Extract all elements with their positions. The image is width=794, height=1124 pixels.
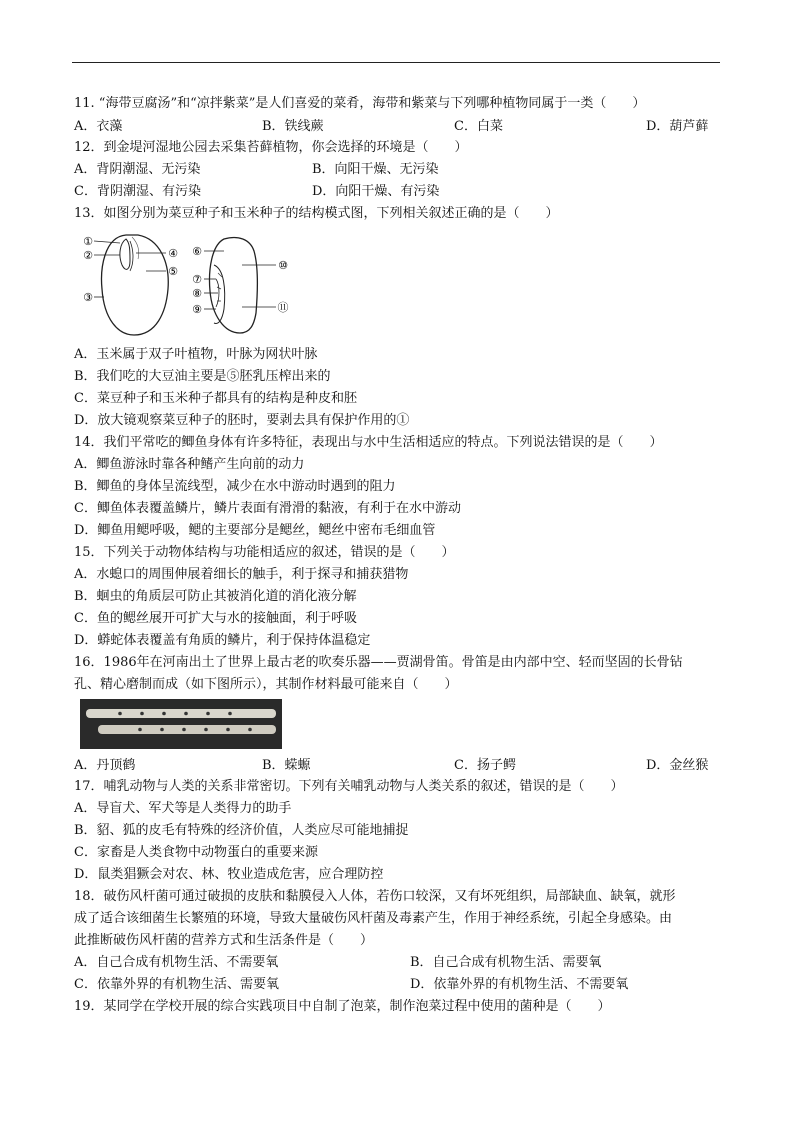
q16-stem-line1: 16．1986年在河南出土了世界上最古老的吹奏乐器——贾湖骨笛。骨笛是由内部中空、轻而坚固的长骨钻 [74,655,683,670]
label-6: ⑥ [192,245,202,258]
q11-stem: 11. “海带豆腐汤”和“凉拌紫菜”是人们喜爱的菜肴，海带和紫菜与下列哪种植物同属于一类（ ） [74,96,646,111]
q18-option-b: B．自己合成有机物生活、需要氧 [410,955,602,970]
q18-option-c: C．依靠外界的有机物生活、需要氧 [74,977,279,992]
q12-option-b: B．向阳干燥、无污染 [312,162,439,177]
q14-option-b: B．鲫鱼的身体呈流线型，减少在水中游动时遇到的阻力 [74,479,396,494]
q13-option-b: B．我们吃的大豆油主要是⑤胚乳压榨出来的 [74,369,331,384]
q19-stem: 19．某同学在学校开展的综合实践项目中自制了泡菜，制作泡菜过程中使用的菌种是（ ） [74,999,611,1014]
q16-option-b: B．蝾螈 [262,758,311,773]
label-3: ③ [83,291,93,304]
label-10: ⑩ [278,259,288,272]
q16-option-a: A．丹顶鹤 [74,758,136,773]
q14-option-d: D．鲫鱼用鳃呼吸，鳃的主要部分是鳃丝，鳃丝中密布毛细血管 [74,523,436,538]
q18-option-d: D．依靠外界的有机物生活、不需要氧 [410,977,629,992]
label-5: ⑤ [168,265,178,278]
q18-stem-line2: 成了适合该细菌生长繁殖的环境，导致大量破伤风杆菌及毒素产生，作用于神经系统，引起全身感染。由 [74,911,673,926]
q17-option-c: C．家畜是人类食物中动物蛋白的重要来源 [74,845,318,860]
label-1: ① [83,235,93,248]
q17-stem: 17．哺乳动物与人类的关系非常密切。下列有关哺乳动物与人类关系的叙述，错误的是（ ） [74,779,624,794]
q15-option-d: D．蟒蛇体表覆盖有角质的鳞片，利于保持体温稳定 [74,633,371,648]
q16-option-d: D．金丝猴 [646,758,709,773]
q17-option-b: B．貂、狐的皮毛有特殊的经济价值，人类应尽可能地捕捉 [74,823,409,838]
q13-option-a: A．玉米属于双子叶植物，叶脉为网状叶脉 [74,347,318,362]
label-8: ⑧ [192,287,202,300]
q14-option-a: A．鲫鱼游泳时靠各种鳍产生向前的动力 [74,457,305,472]
q11-option-c: C．白菜 [454,119,503,134]
q15-option-a: A．水螅口的周围伸展着细长的触手，利于探寻和捕获猎物 [74,567,409,582]
q15-stem: 15．下列关于动物体结构与功能相适应的叙述，错误的是（ ） [74,545,455,560]
header-rule [72,62,720,63]
label-7: ⑦ [192,273,202,286]
q16-stem-line2: 孔、精心磨制而成（如下图所示），其制作材料最可能来自（ ） [74,677,458,692]
q18-stem-line3: 此推断破伤风杆菌的营养方式和生活条件是（ ） [74,933,374,948]
q15-option-b: B．蛔虫的角质层可防止其被消化道的消化液分解 [74,589,357,604]
q11-option-a: A．衣藻 [74,119,123,134]
label-2: ② [83,249,93,262]
q18-option-a: A．自己合成有机物生活、不需要氧 [74,955,279,970]
q13-option-c: C．菜豆种子和玉米种子都具有的结构是种皮和胚 [74,391,357,406]
q13-stem: 13．如图分别为菜豆种子和玉米种子的结构模式图，下列相关叙述正确的是（ ） [74,206,559,221]
bone-flute-photo [80,699,282,749]
q16-option-c: C．扬子鳄 [454,758,516,773]
q14-stem: 14．我们平常吃的鲫鱼身体有许多特征，表现出与水中生活相适应的特点。下列说法错误的是（ ） [74,435,663,450]
q18-stem-line1: 18．破伤风杆菌可通过破损的皮肤和黏膜侵入人体，若伤口较深，又有坏死组织，局部缺血、缺氧，就形 [74,889,676,904]
q13-option-d: D．放大镜观察菜豆种子的胚时，要剥去具有保护作用的① [74,413,410,428]
q12-option-a: A．背阴潮湿、无污染 [74,162,201,177]
label-9: ⑨ [192,303,202,316]
q17-option-d: D．鼠类猖獗会对农、林、牧业造成危害，应合理防控 [74,867,384,882]
q11-option-b: B．铁线蕨 [262,119,324,134]
label-4: ④ [168,247,178,260]
q11-option-d: D．葫芦藓 [646,119,709,134]
q12-option-c: C．背阴潮湿、有污染 [74,184,201,199]
label-11: ⑪ [277,301,289,314]
q15-option-c: C．鱼的鳃丝展开可扩大与水的接触面，利于呼吸 [74,611,357,626]
q12-stem: 12．到金堤河湿地公园去采集苔藓植物，你会选择的环境是（ ） [74,140,468,155]
q17-option-a: A．导盲犬、军犬等是人类得力的助手 [74,801,292,816]
seed-structure-diagram [74,229,304,341]
q14-option-c: C．鲫鱼体表覆盖鳞片，鳞片表面有滑滑的黏液，有利于在水中游动 [74,501,461,516]
q12-option-d: D．向阳干燥、有污染 [312,184,440,199]
